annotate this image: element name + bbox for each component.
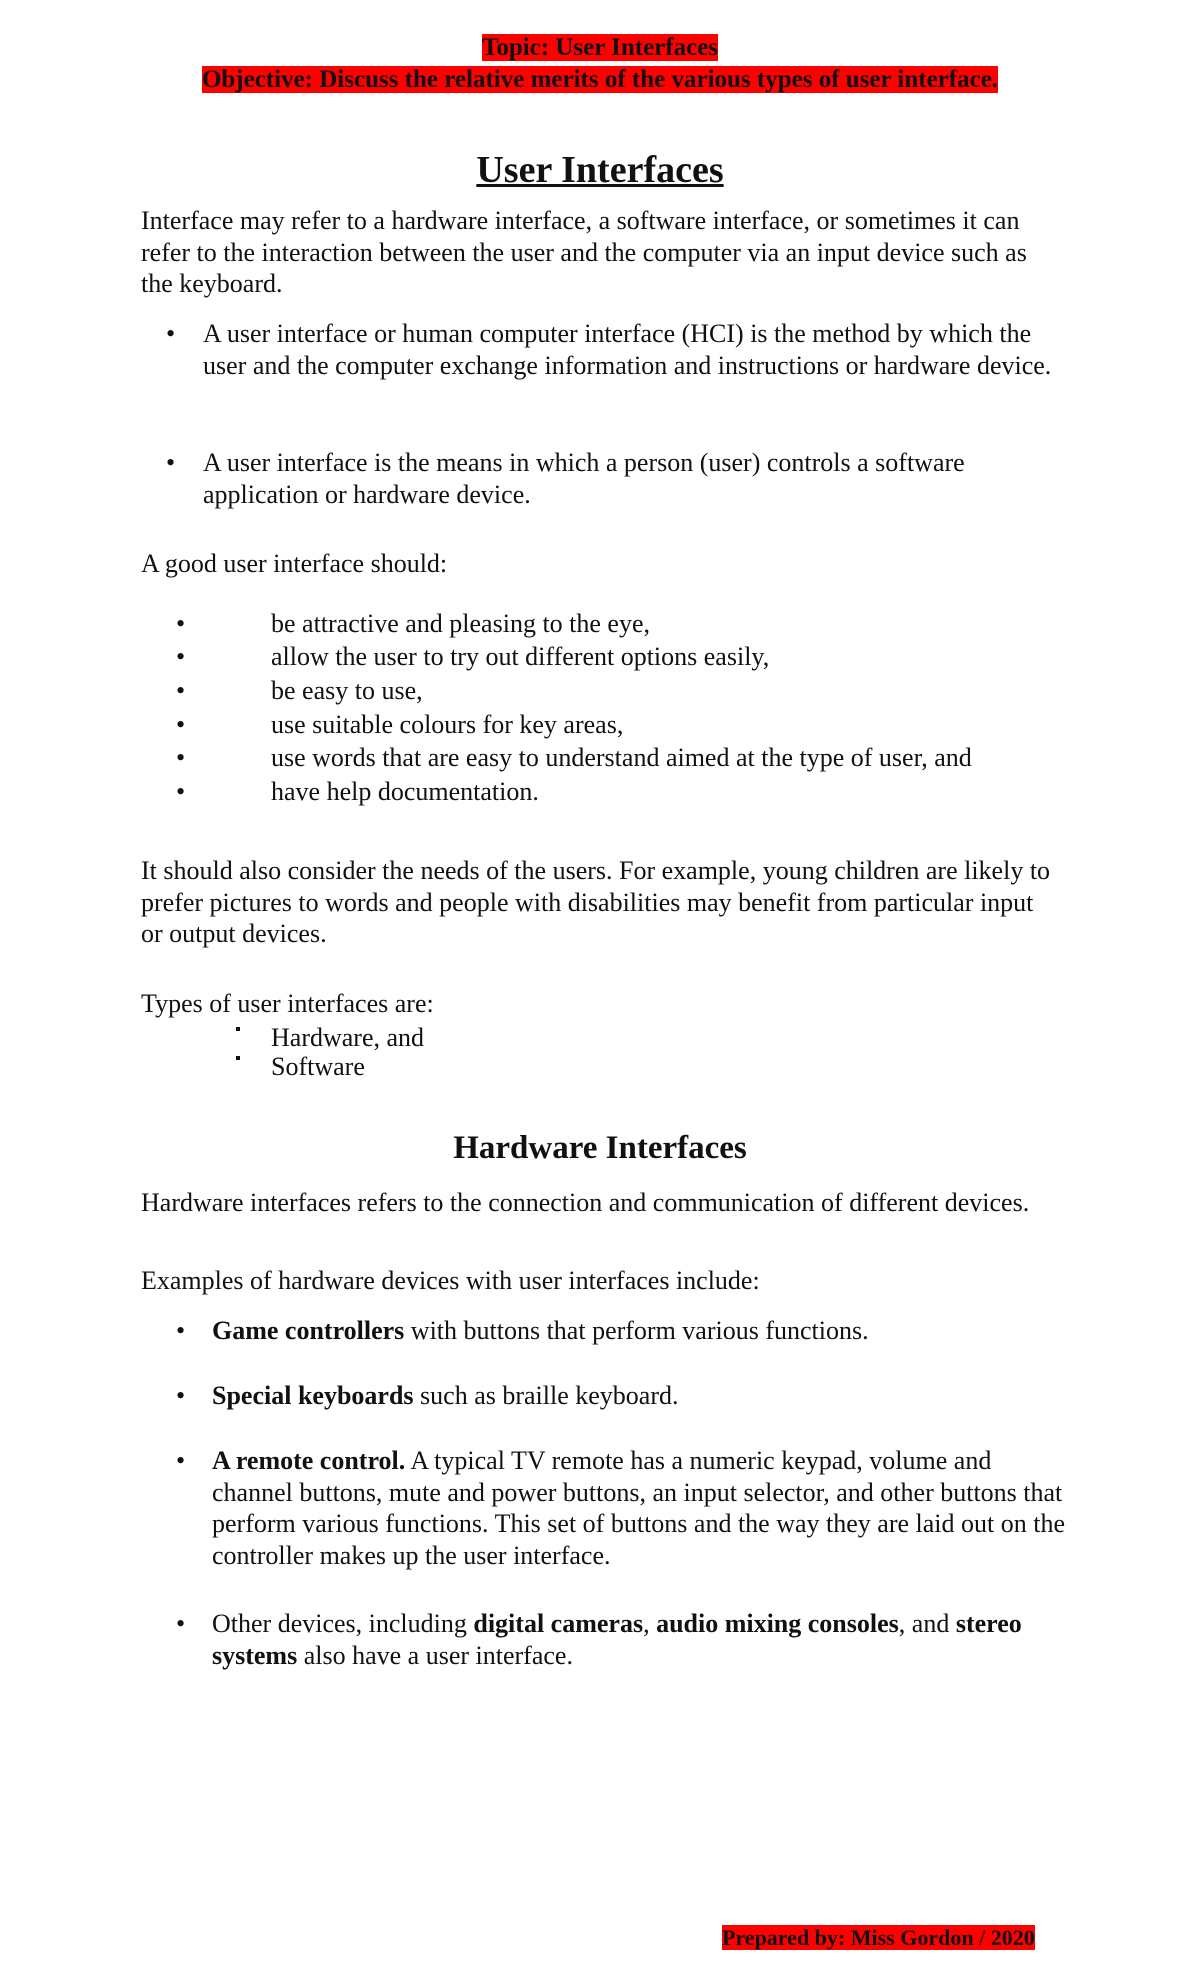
example-bold: Game controllers xyxy=(212,1316,405,1345)
example-game-controllers xyxy=(212,1315,1072,1347)
examples-lead: Examples of hardware devices with user interfaces include: xyxy=(141,1266,760,1295)
bullet-icon: • xyxy=(176,1609,186,1638)
list-item: use words that are easy to understand aimed at the type of user, and xyxy=(271,743,972,772)
list-item: use suitable colours for key areas, xyxy=(271,710,624,739)
bullet-icon: • xyxy=(176,777,186,806)
bullet-icon: • xyxy=(166,319,176,348)
bullet-icon: • xyxy=(176,1381,186,1410)
intro-paragraph: Interface may refer to a hardware interface, a software interface, or sometimes it can refer to the interaction between the user and the computer via an input device such as the keyboard. xyxy=(141,206,1027,298)
bullet-icon: • xyxy=(176,743,186,772)
square-bullet-icon xyxy=(236,1027,240,1031)
topic-highlight: Topic: User Interfaces xyxy=(481,34,719,61)
bullet-icon: • xyxy=(176,710,186,739)
good-ui-lead: A good user interface should: xyxy=(141,549,448,578)
hardware-intro: Hardware interfaces refers to the connection and communication of different devices. xyxy=(141,1188,1030,1217)
definition-item: A user interface is the means in which a person (user) controls a software application or hardware device. xyxy=(203,448,965,509)
page-title: User Interfaces xyxy=(476,149,724,191)
bullet-icon: • xyxy=(176,1446,186,1475)
bullet-icon: • xyxy=(176,676,186,705)
example-remote-control xyxy=(212,1445,1072,1571)
list-item: have help documentation. xyxy=(271,777,539,806)
example-text: also have a user interface. xyxy=(297,1640,573,1670)
example-bold: audio mixing consoles xyxy=(656,1609,899,1638)
list-item: allow the user to try out different options easily, xyxy=(271,642,770,671)
objective-highlight: Objective: Discuss the relative merits of the various types of user interface. xyxy=(201,66,999,93)
definition-item: A user interface or human computer interface (HCI) is the method by which the user and the computer exchange information and instructions or hardware device. xyxy=(203,319,1052,380)
example-bold: stereo systems xyxy=(212,1609,1022,1670)
bullet-icon: • xyxy=(166,448,176,477)
example-text: such as braille keyboard. xyxy=(413,1381,679,1410)
types-lead: Types of user interfaces are: xyxy=(141,989,434,1018)
example-bold: Special keyboards xyxy=(212,1381,414,1410)
example-other-devices xyxy=(212,1608,1032,1671)
bullet-icon: • xyxy=(176,1316,186,1345)
types-item: Software xyxy=(271,1052,365,1081)
needs-paragraph: It should also consider the needs of the users. For example, young children are likely to prefer pictures to words and people with disabilities may benefit from particular input or output devices. xyxy=(141,856,1051,948)
example-text: , and xyxy=(898,1609,956,1638)
bullet-icon: • xyxy=(176,609,186,638)
example-special-keyboards xyxy=(212,1380,1072,1412)
objective-line xyxy=(0,64,1200,96)
list-item: be attractive and pleasing to the eye, xyxy=(271,609,651,638)
bullet-icon: • xyxy=(176,642,186,671)
footer-highlight: Prepared by: Miss Gordon / 2020 xyxy=(722,1925,1035,1950)
example-text: with buttons that perform various functions. xyxy=(404,1316,869,1345)
example-text: , xyxy=(643,1609,657,1638)
example-text: A typical TV remote has a numeric keypad, volume and channel buttons, mute and power buttons, an input selector, and other buttons that perform various functions. This set of buttons and the way they are laid out on the controller makes up the user interface. xyxy=(212,1446,1065,1570)
hardware-title: Hardware Interfaces xyxy=(453,1130,747,1166)
example-bold: digital cameras xyxy=(473,1609,644,1638)
types-item: Hardware, and xyxy=(271,1023,425,1052)
topic-line xyxy=(0,32,1200,64)
square-bullet-icon xyxy=(236,1056,240,1060)
example-text: Other devices, including xyxy=(212,1609,474,1638)
footer xyxy=(722,1924,1035,1952)
list-item: be easy to use, xyxy=(271,676,423,705)
example-bold: A remote control. xyxy=(212,1446,406,1475)
